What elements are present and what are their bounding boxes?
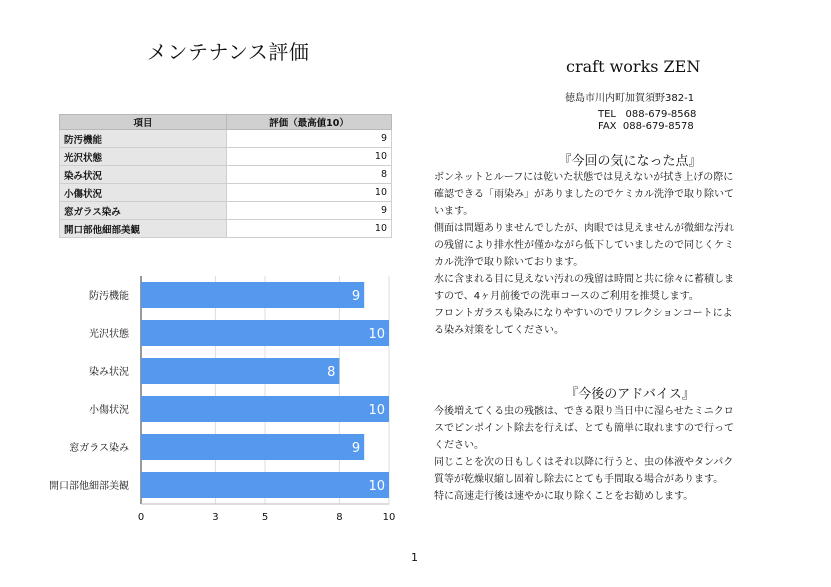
chart-category-label: 光沢状態: [89, 329, 129, 340]
table-cell-value: 8: [227, 166, 392, 184]
chart-bar: [141, 320, 389, 346]
table-cell-item: 窓ガラス染み: [60, 202, 227, 220]
chart-data-label: 8: [327, 365, 336, 380]
table-cell-item: 開口部他細部美観: [60, 220, 227, 238]
table-row: [60, 166, 392, 184]
table-cell-item: 小傷状況: [60, 184, 227, 202]
chart-category-label: 防汚機能: [89, 291, 129, 302]
company-address: 徳島市川内町加賀須野382-1: [565, 93, 695, 104]
company-name: craft works ZEN: [566, 57, 701, 76]
chart-data-label: 10: [368, 479, 385, 494]
paragraph: 特に高速走行後は速やかに取り除くことをお勧めします。: [434, 491, 694, 502]
paragraph: 側面は問題ありませんでしたが、肉眼では見えませんが微細な汚れの残留により排水性が僅かながら低下していましたので同じくケミカル洗浄で取り除いております。: [434, 223, 734, 268]
section-title-advice: 『今後のアドバイス』: [565, 387, 695, 402]
chart-tick-label: 3: [212, 512, 219, 523]
paragraph: 今後増えてくる虫の残骸は、できる限り当日中に湿らせたミニクロスでピンポイント除去を行えば、とても簡単に取れますので行ってください。: [434, 406, 734, 451]
company-fax: FAX 088-679-8578: [598, 121, 694, 132]
company-contact: [598, 109, 696, 133]
chart-data-label: 10: [368, 403, 385, 418]
chart-category-label: 窓ガラス染み: [69, 443, 129, 454]
table-row: [60, 130, 392, 148]
table-cell-item: 染み状況: [60, 166, 227, 184]
chart-bar: [141, 358, 339, 384]
chart-bar: [141, 282, 364, 308]
chart-tick-label: 8: [336, 512, 343, 523]
chart-tick-label: 0: [137, 512, 145, 523]
table-cell-value: 10: [227, 220, 392, 238]
chart-bar: [141, 396, 389, 422]
section-title-concerns: 『今回の気になった点』: [558, 154, 702, 169]
section-body-advice: [434, 403, 738, 505]
paragraph: 水に含まれる目に見えない汚れの残留は時間と共に徐々に蓄積しますので、4ヶ月前後での洗車コースのご利用を推奨します。: [434, 274, 734, 302]
chart-tick-label: 10: [382, 512, 396, 523]
score-bar-chart: [40, 272, 410, 528]
page-number: 1: [411, 551, 418, 564]
company-tel: TEL 088-679-8568: [598, 109, 697, 120]
table-cell-item: 防汚機能: [60, 130, 227, 148]
chart-data-label: 9: [351, 289, 361, 304]
page-title: メンテナンス評価: [147, 40, 310, 64]
chart-data-label: 9: [351, 441, 361, 456]
chart-category-label: 小傷状況: [89, 405, 129, 416]
table-cell-value: 9: [227, 202, 392, 220]
table-cell-value: 10: [227, 148, 392, 166]
table-row: [60, 184, 392, 202]
table-row: [60, 148, 392, 166]
chart-bar: [141, 434, 364, 460]
paragraph: 同じことを次の日もしくはそれ以降に行うと、虫の体液やタンパク質等が乾燥収縮し固着し除去にとても手間取る場合があります。: [434, 457, 734, 485]
paragraph: フロントガラスも染みになりやすいのでリフレクションコートによる染み対策をしてください。: [434, 308, 733, 336]
chart-tick-label: 5: [261, 512, 269, 523]
chart-category-label: 開口部他細部美観: [49, 481, 129, 492]
chart-bar: [141, 472, 389, 498]
table-cell-value: 9: [227, 130, 392, 148]
chart-data-label: 10: [368, 327, 385, 342]
table-header-score: 評価（最高値10）: [227, 115, 392, 130]
paragraph: ボンネットとルーフには乾いた状態では見えないが拭き上げの際に確認できる「雨染み」がありましたのでケミカル洗浄で取り除いています。: [434, 172, 734, 217]
section-body-concerns: [434, 169, 738, 339]
table-cell-value: 10: [227, 184, 392, 202]
score-table: [59, 114, 392, 238]
table-row: [60, 202, 392, 220]
table-cell-item: 光沢状態: [60, 148, 227, 166]
table-row: [60, 220, 392, 238]
chart-category-label: 染み状況: [89, 367, 129, 378]
table-header-row: [60, 115, 392, 130]
table-header-item: 項目: [60, 115, 227, 130]
